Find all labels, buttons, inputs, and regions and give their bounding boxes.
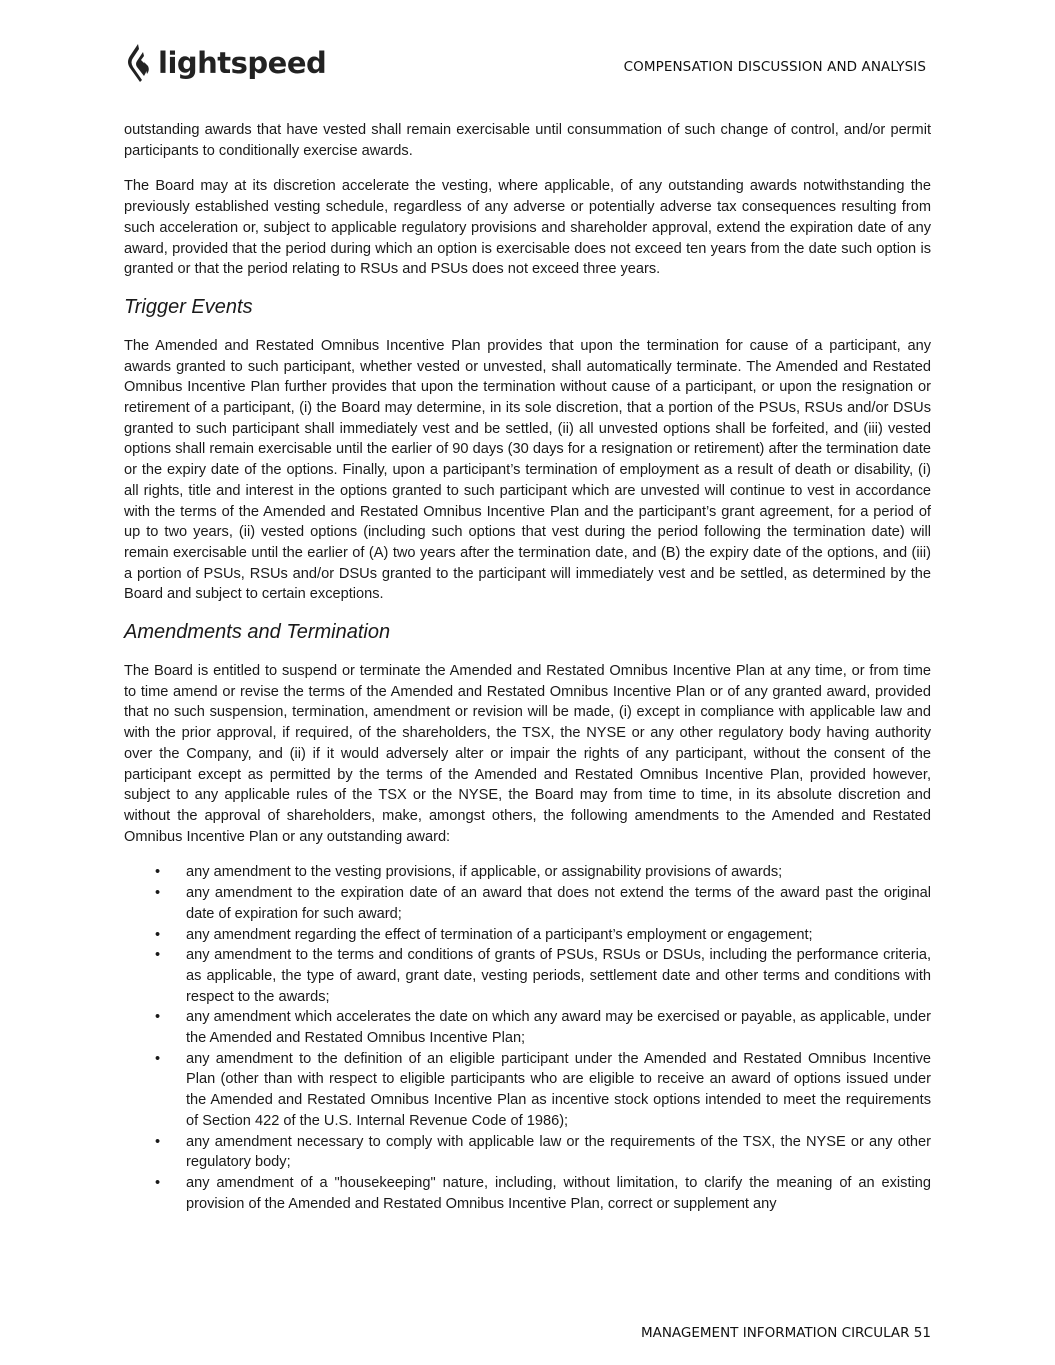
list-item xyxy=(124,862,931,883)
amendments-list xyxy=(124,862,931,1214)
bullet-icon: • xyxy=(155,1174,161,1191)
paragraph: outstanding awards that have vested shall remain exercisable until consummation of such change of control, and/or permit participants to conditionally exercise awards. xyxy=(124,122,931,159)
main-content xyxy=(124,120,931,1214)
bullet-icon: • xyxy=(155,885,161,902)
bullet-icon: • xyxy=(155,864,161,881)
bullet-icon: • xyxy=(155,1050,161,1067)
list-item xyxy=(124,1173,931,1214)
list-item xyxy=(124,925,931,946)
paragraph: The Amended and Restated Omnibus Incentive Plan provides that upon the termination for cause of a participant, any awards granted to such participant, whether vested or unvested, shall automatically terminate. The Amended and Restated Omnibus Incentive Plan further provides that upon the termination without cause of a participant, or upon the resignation or retirement of a participant, (i) the Board may determine, in its sole discretion, that a portion of the PSUs, RSUs and/or DSUs granted to such participant shall immediately vest and be settled, (ii) all unvested options shall be forfeited, and (iii) vested options shall remain exercisable until the earlier of 90 days (30 days for a resignation or retirement) after the termination date or the expiry date of the options. Finally, upon a participant’s termination of employment as a result of death or disability, (i) all rights, title and interest in the options granted to such participant which are unvested will continue to vest in accordance with the terms of the Amended and Restated Omnibus Incentive Plan and the participant’s grant agreement, for a period of up to two years, (ii) vested options (including such options that vest during the period following the termination date) will remain exercisable until the earlier of (A) two years after the termination date, and (B) the expiry date of the options, and (iii) a portion of PSUs, RSUs and/or DSUs granted to the participant will immediately vest and be settled, as determined by the Board and subject to certain exceptions. xyxy=(124,337,931,603)
list-item-text: any amendment to the definition of an eligible participant under the Amended and Restated Omnibus Incentive Plan (other than with respect to eligible participants who are eligible to receive an award of options issued under the Amended and Restated Omnibus Incentive Plan as incentive stock options intended to meet the requirements of Section 422 of the U.S. Internal Revenue Code of 1986); xyxy=(186,1050,931,1129)
list-item xyxy=(124,1049,931,1132)
paragraph: The Board may at its discretion accelerate the vesting, where applicable, of any outstanding awards notwithstanding the previously established vesting schedule, regardless of any adverse or potentially adverse tax consequences resulting from such acceleration or, subject to applicable regulatory provisions and shareholder approval, extend the expiration date of any award, provided that the period during which an option is exercisable does not exceed ten years from the date such option is granted or that the period relating to RSUs and PSUs does not exceed three years. xyxy=(124,178,931,278)
heading-amendments-termination: Amendments and Termination xyxy=(124,621,391,644)
list-item-text: any amendment to the vesting provisions, if applicable, or assignability provisions of awards; xyxy=(186,864,783,881)
section-title: COMPENSATION DISCUSSION AND ANALYSIS xyxy=(623,59,926,75)
flame-icon xyxy=(126,42,152,84)
list-item-text: any amendment to the terms and conditions of grants of PSUs, RSUs or DSUs, including the performance criteria, as applicable, the type of award, grant date, vesting periods, settlement date and other terms and conditions with respect to the awards; xyxy=(186,947,931,1005)
list-item xyxy=(124,945,931,1007)
bullet-icon: • xyxy=(155,1133,161,1150)
list-item xyxy=(124,883,931,924)
list-item-text: any amendment which accelerates the date on which any award may be exercised or payable, as applicable, under the Amended and Restated Omnibus Incentive Plan; xyxy=(186,1009,931,1047)
list-item-text: any amendment necessary to comply with applicable law or the requirements of the TSX, the NYSE or any other regulatory body; xyxy=(186,1133,931,1171)
list-item-text: any amendment of a "housekeeping" nature, including, without limitation, to clarify the meaning of an existing provision of the Amended and Restated Omnibus Incentive Plan, correct or supplement any xyxy=(186,1174,931,1212)
paragraph: The Board is entitled to suspend or terminate the Amended and Restated Omnibus Incentive Plan at any time, or from time to time amend or revise the terms of the Amended and Restated Omnibus Incentive Plan or of any granted award, provided that no such suspension, termination, amendment or revision will be made, (i) except in compliance with applicable law and with the prior approval, if required, of the shareholders, the TSX, the NYSE or any other regulatory body having authority over the Company, and (ii) if it would adversely alter or impair the rights of any participant, without the consent of the participant except as permitted by the terms of the Amended and Restated Omnibus Incentive Plan, provided however, subject to any applicable rules of the TSX or the NYSE, the Board may from time to time, in its absolute discretion and without the approval of shareholders, make, amongst others, the following amendments to the Amended and Restated Omnibus Incentive Plan or any outstanding award: xyxy=(124,663,931,845)
heading-trigger-events: Trigger Events xyxy=(124,295,253,318)
bullet-icon: • xyxy=(155,1009,161,1026)
page-footer: MANAGEMENT INFORMATION CIRCULAR 51 xyxy=(640,1325,931,1341)
bullet-icon: • xyxy=(155,947,161,964)
lightspeed-logo xyxy=(126,42,326,84)
list-item-text: any amendment regarding the effect of termination of a participant’s employment or engagement; xyxy=(186,926,813,943)
list-item xyxy=(124,1132,931,1173)
bullet-icon: • xyxy=(155,926,161,943)
list-item-text: any amendment to the expiration date of an award that does not extend the terms of the award past the original date of expiration for such award; xyxy=(186,885,931,922)
list-item xyxy=(124,1007,931,1048)
logo-text: lightspeed xyxy=(158,46,327,80)
